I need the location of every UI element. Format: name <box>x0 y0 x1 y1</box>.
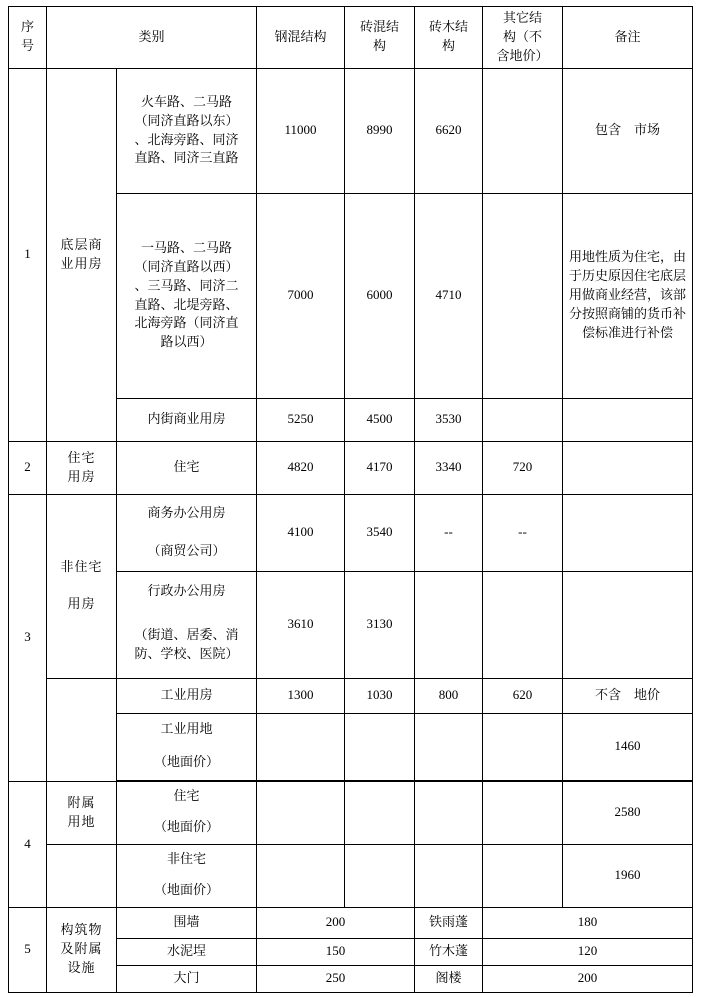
cell-2-other: 720 <box>483 441 563 494</box>
cell-3d-brick-concrete <box>345 713 415 780</box>
cell-3d-other <box>483 713 563 780</box>
row-group-1: 底层商 业用房 <box>47 68 117 441</box>
cell-2-steel-concrete: 4820 <box>257 441 345 494</box>
cell-1c-remark <box>563 398 693 441</box>
header-other-structure: 其它结 构（不 含地价） <box>483 7 563 69</box>
row-group-4-cont <box>47 844 117 907</box>
row-item-3d-line2: （地面价） <box>117 746 257 781</box>
row-group-5: 构筑物 及附属 设施 <box>47 907 117 992</box>
cell-4b-steel-concrete <box>257 844 345 907</box>
cell-4b-other <box>483 844 563 907</box>
table-row <box>9 494 693 533</box>
cell-1a-other <box>483 68 563 193</box>
cell-4b-remark: 1960 <box>563 844 693 907</box>
table-row <box>9 781 693 812</box>
cell-3b-brick-wood <box>415 571 483 678</box>
cell-5c-value-right: 200 <box>483 965 693 992</box>
cell-3c-remark: 不含 地价 <box>563 678 693 713</box>
cell-4a-brick-wood <box>415 781 483 844</box>
header-index: 序 号 <box>9 7 47 69</box>
cell-3b-brick-concrete: 3130 <box>345 571 415 678</box>
cell-3a-steel-concrete: 4100 <box>257 494 345 571</box>
row-item-5c-name-right: 阁楼 <box>415 965 483 992</box>
row-item-5b-name-right: 竹木蓬 <box>415 938 483 965</box>
cell-4b-brick-concrete <box>345 844 415 907</box>
header-brick-concrete: 砖混结 构 <box>345 7 415 69</box>
table-row <box>9 68 693 193</box>
cell-4a-other <box>483 781 563 844</box>
table-header-row <box>9 7 693 69</box>
cell-1b-brick-concrete: 6000 <box>345 193 415 398</box>
cell-5c-value-left: 250 <box>257 965 415 992</box>
row-item-4b-line1: 非住宅 <box>117 844 257 875</box>
cell-5b-value-right: 120 <box>483 938 693 965</box>
cell-1c-brick-concrete: 4500 <box>345 398 415 441</box>
row-item-3a-line1: 商务办公用房 <box>117 494 257 533</box>
cell-1a-brick-wood: 6620 <box>415 68 483 193</box>
row-item-1a: 火车路、二马路 （同济直路以东） 、北海旁路、同济 直路、同济三直路 <box>117 68 257 193</box>
header-category: 类别 <box>47 7 257 69</box>
cell-1b-steel-concrete: 7000 <box>257 193 345 398</box>
row-item-4a-line1: 住宅 <box>117 781 257 812</box>
cell-3a-other: -- <box>483 494 563 571</box>
row-item-3d-line1: 工业用地 <box>117 713 257 746</box>
cell-3c-brick-wood: 800 <box>415 678 483 713</box>
row-index-2: 2 <box>9 441 47 494</box>
cell-1c-other <box>483 398 563 441</box>
cell-1a-remark: 包含 市场 <box>563 68 693 193</box>
row-item-4a-line2: （地面价） <box>117 812 257 845</box>
cell-3c-brick-concrete: 1030 <box>345 678 415 713</box>
cell-1a-steel-concrete: 11000 <box>257 68 345 193</box>
cell-3d-remark: 1460 <box>563 713 693 780</box>
cell-2-brick-concrete: 4170 <box>345 441 415 494</box>
table-row <box>9 678 693 713</box>
cell-1c-steel-concrete: 5250 <box>257 398 345 441</box>
row-group-3-cont <box>47 678 117 781</box>
row-item-1b: 一马路、二马路 （同济直路以西） 、三马路、同济二 直路、北堤旁路、 北海旁路（同济直 路以西） <box>117 193 257 398</box>
row-index-5: 5 <box>9 907 47 992</box>
row-group-4: 附属 用地 <box>47 781 117 844</box>
row-item-1c: 内街商业用房 <box>117 398 257 441</box>
cell-3a-remark <box>563 494 693 571</box>
row-index-3: 3 <box>9 494 47 781</box>
header-remark: 备注 <box>563 7 693 69</box>
cell-1a-brick-concrete: 8990 <box>345 68 415 193</box>
row-item-5b-name-left: 水泥埕 <box>117 938 257 965</box>
cell-1c-brick-wood: 3530 <box>415 398 483 441</box>
cell-4a-steel-concrete <box>257 781 345 844</box>
row-item-5a-name-left: 围墙 <box>117 907 257 938</box>
cell-3d-steel-concrete <box>257 713 345 780</box>
cell-2-brick-wood: 3340 <box>415 441 483 494</box>
row-item-4b-line2: （地面价） <box>117 875 257 908</box>
header-brick-wood: 砖木结 构 <box>415 7 483 69</box>
cell-3c-other: 620 <box>483 678 563 713</box>
cell-1b-brick-wood: 4710 <box>415 193 483 398</box>
cell-5a-value-right: 180 <box>483 907 693 938</box>
table-row <box>9 844 693 875</box>
cell-4a-brick-concrete <box>345 781 415 844</box>
header-steel-concrete: 钢混结构 <box>257 7 345 69</box>
row-item-2: 住宅 <box>117 441 257 494</box>
cell-2-remark <box>563 441 693 494</box>
cell-4a-remark: 2580 <box>563 781 693 844</box>
compensation-standards-table <box>8 6 693 993</box>
row-index-4: 4 <box>9 781 47 907</box>
row-group-2: 住宅 用房 <box>47 441 117 494</box>
cell-5a-value-left: 200 <box>257 907 415 938</box>
row-item-5a-name-right: 铁雨蓬 <box>415 907 483 938</box>
row-item-3a-line2: （商贸公司） <box>117 533 257 572</box>
table-row <box>9 907 693 938</box>
cell-3d-brick-wood <box>415 713 483 780</box>
cell-1b-remark: 用地性质为住宅，由于历史原因住宅底层用做商业经营，该部分按照商铺的货币补偿标准进行补偿 <box>563 193 693 398</box>
cell-5b-value-left: 150 <box>257 938 415 965</box>
cell-3a-brick-wood: -- <box>415 494 483 571</box>
row-item-5c-name-left: 大门 <box>117 965 257 992</box>
table-row <box>9 441 693 494</box>
cell-3a-brick-concrete: 3540 <box>345 494 415 571</box>
cell-4b-brick-wood <box>415 844 483 907</box>
cell-1b-other <box>483 193 563 398</box>
cell-3b-other <box>483 571 563 678</box>
row-item-3b-line2: （街道、居委、消 防、学校、医院） <box>117 612 257 679</box>
cell-3b-steel-concrete: 3610 <box>257 571 345 678</box>
row-item-3b-line1: 行政办公用房 <box>117 571 257 612</box>
cell-3c-steel-concrete: 1300 <box>257 678 345 713</box>
row-item-3c: 工业用房 <box>117 678 257 713</box>
cell-3b-remark <box>563 571 693 678</box>
row-index-1: 1 <box>9 68 47 441</box>
row-group-3: 非住宅 用房 <box>47 494 117 678</box>
